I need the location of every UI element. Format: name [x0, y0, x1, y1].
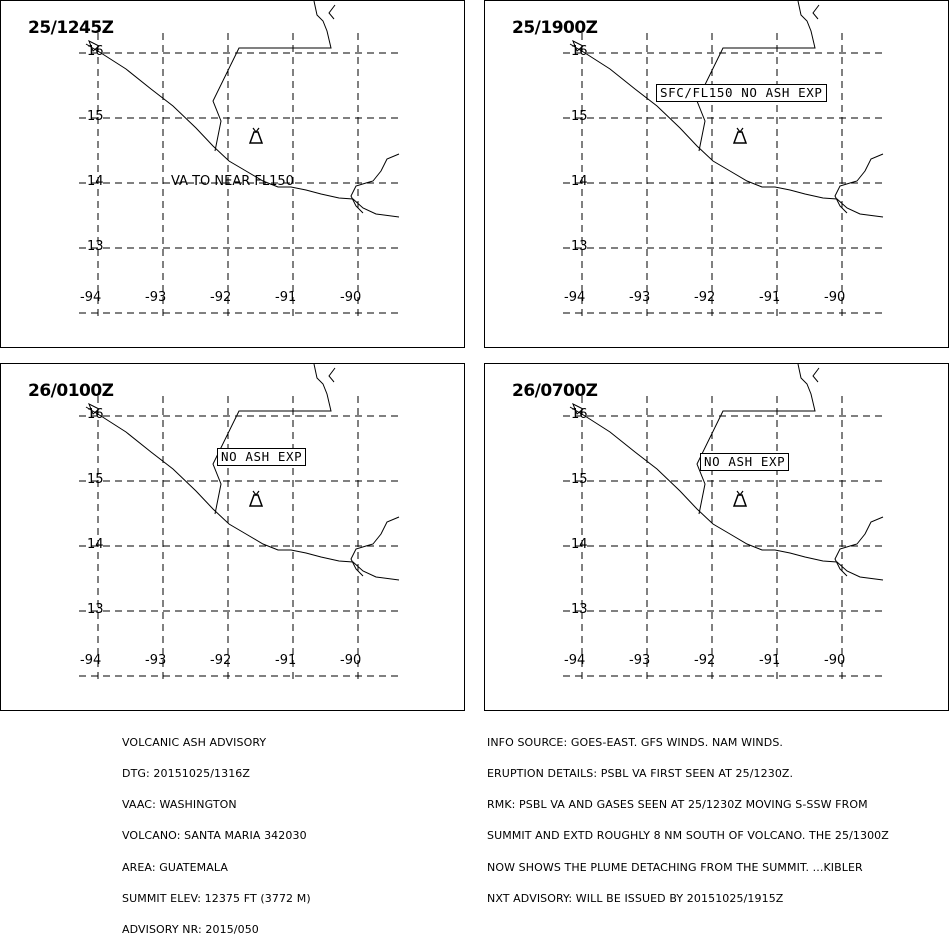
lon-label: -93	[145, 290, 167, 305]
lat-label: 15	[87, 472, 104, 487]
country-border	[213, 1, 331, 151]
coastline	[570, 407, 883, 580]
forecast-panel-2	[484, 0, 949, 348]
map-canvas	[485, 364, 949, 711]
country-border	[697, 364, 815, 514]
lon-label: -90	[824, 653, 846, 668]
lon-label: -91	[759, 290, 781, 305]
volcano-icon-shape	[250, 132, 262, 143]
forecast-text-box: SFC/FL150 NO ASH EXP	[656, 84, 827, 102]
volcano-icon-shape	[734, 495, 746, 506]
lat-label: 14	[87, 537, 104, 552]
map-canvas	[1, 364, 465, 711]
coastline	[570, 44, 883, 217]
lat-label: 14	[571, 537, 588, 552]
lon-label: -90	[340, 653, 362, 668]
advisory-line: VOLCANO: SANTA MARIA 342030	[122, 829, 307, 843]
lat-label: 13	[571, 602, 588, 617]
volcano-icon	[734, 491, 746, 506]
advisory-line: INFO SOURCE: GOES-EAST. GFS WINDS. NAM WINDS.	[487, 735, 783, 749]
forecast-text-box: NO ASH EXP	[700, 453, 789, 471]
advisory-line: ERUPTION DETAILS: PSBL VA FIRST SEEN AT 25/1230Z.	[487, 767, 794, 781]
volcano-icon	[250, 491, 262, 506]
lat-label: 14	[571, 174, 588, 189]
panel-time-label: 25/1900Z	[512, 18, 598, 38]
lon-label: -90	[340, 290, 362, 305]
lon-label: -93	[629, 653, 651, 668]
forecast-text-box: NO ASH EXP	[217, 448, 306, 466]
lat-label: 15	[571, 472, 588, 487]
lat-label: 16	[87, 44, 104, 59]
advisory-line: NXT ADVISORY: WILL BE ISSUED BY 20151025/1915Z	[487, 891, 784, 905]
country-border	[813, 368, 819, 382]
forecast-panel-4	[484, 363, 949, 711]
advisory-header-block	[122, 717, 311, 946]
lat-label: 13	[87, 239, 104, 254]
advisory-line: NOW SHOWS THE PLUME DETACHING FROM THE SUMMIT. ...KIBLER	[487, 860, 863, 874]
lon-label: -91	[759, 653, 781, 668]
lat-label: 16	[571, 407, 588, 422]
lon-label: -93	[145, 653, 167, 668]
advisory-line: AREA: GUATEMALA	[122, 860, 228, 874]
panel-time-label: 25/1245Z	[28, 18, 114, 38]
lon-label: -91	[275, 290, 297, 305]
coastline	[86, 44, 399, 217]
volcano-icon	[250, 128, 262, 143]
country-border	[213, 364, 331, 514]
lon-label: -94	[564, 653, 586, 668]
lon-label: -90	[824, 290, 846, 305]
lon-label: -92	[694, 653, 716, 668]
advisory-line: SUMMIT ELEV: 12375 FT (3772 M)	[122, 891, 311, 905]
lon-label: -92	[210, 290, 232, 305]
lat-label: 14	[87, 174, 104, 189]
lon-label: -91	[275, 653, 297, 668]
map-canvas	[485, 1, 949, 348]
lat-label: 13	[571, 239, 588, 254]
lon-label: -94	[80, 290, 102, 305]
country-border	[697, 1, 815, 151]
lat-label: 16	[87, 407, 104, 422]
panel-time-label: 26/0100Z	[28, 381, 114, 401]
forecast-panel-3	[0, 363, 465, 711]
country-border	[329, 5, 335, 19]
lon-label: -92	[210, 653, 232, 668]
forecast-panel-1	[0, 0, 465, 348]
volcano-icon-shape	[250, 495, 262, 506]
advisory-remarks-block	[487, 717, 889, 915]
coastline	[86, 407, 399, 580]
lon-label: -92	[694, 290, 716, 305]
advisory-line: SUMMIT AND EXTD ROUGHLY 8 NM SOUTH OF VOLCANO. THE 25/1300Z	[487, 829, 889, 843]
panel-time-label: 26/0700Z	[512, 381, 598, 401]
advisory-line: ADVISORY NR: 2015/050	[122, 923, 259, 937]
volcano-icon-shape	[734, 132, 746, 143]
lon-label: -93	[629, 290, 651, 305]
country-border	[813, 5, 819, 19]
lat-label: 15	[87, 109, 104, 124]
advisory-line: VOLCANIC ASH ADVISORY	[122, 735, 267, 749]
advisory-line: DTG: 20151025/1316Z	[122, 767, 251, 781]
forecast-text: VA TO NEAR FL150	[171, 174, 294, 189]
lat-label: 16	[571, 44, 588, 59]
country-border	[329, 368, 335, 382]
lat-label: 15	[571, 109, 588, 124]
lat-label: 13	[87, 602, 104, 617]
advisory-line: RMK: PSBL VA AND GASES SEEN AT 25/1230Z MOVING S-SSW FROM	[487, 798, 868, 812]
lon-label: -94	[564, 290, 586, 305]
lon-label: -94	[80, 653, 102, 668]
advisory-line: VAAC: WASHINGTON	[122, 798, 237, 812]
volcano-icon	[734, 128, 746, 143]
